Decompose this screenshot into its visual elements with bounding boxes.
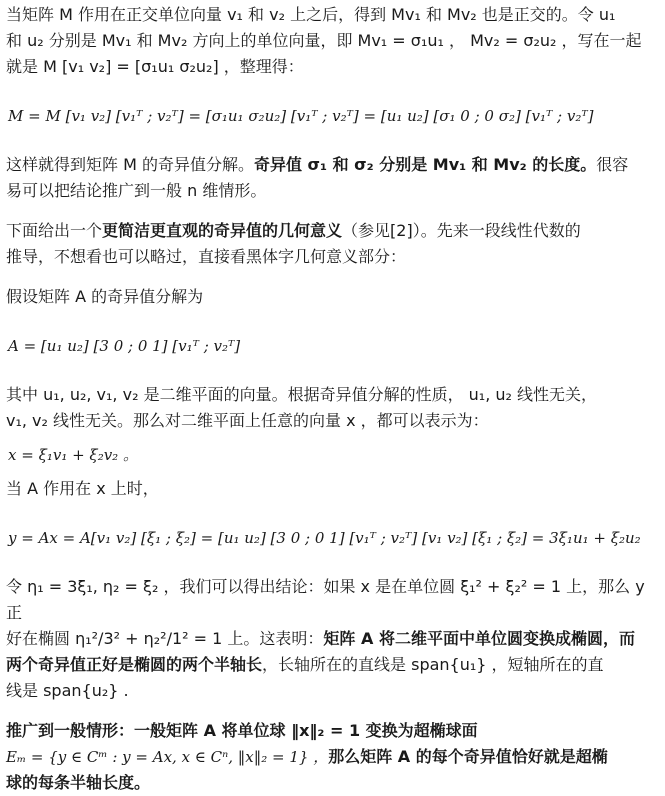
geometric-text-b: （参见[2]）。先来一段线性代数的: [342, 221, 581, 240]
svd-result-bold: 奇异值 σ₁ 和 σ₂ 分别是 Mv₁ 和 Mv₂ 的长度。: [253, 155, 597, 174]
paragraph-geometric-line2: 推导，不想看也可以略过，直接看黑体字几何意义部分：: [6, 247, 407, 266]
geometric-bold: 更简洁更直观的奇异值的几何意义: [102, 221, 343, 240]
paragraph-general-line2: [6, 744, 659, 770]
equation-a-svd: A = [u₁ u₂] [3 0 ; 0 1] [v₁ᵀ ; v₂ᵀ]: [8, 337, 241, 355]
equation-y-ax: y = Ax = A[v₁ v₂] [ξ₁ ; ξ₂] = [u₁ u₂] [3 0 ; 0 1] [v₁ᵀ ; v₂ᵀ] [v₁ v₂] [ξ₁ ; ξ₂] = 3ξ₁u₁ + ξ₂u₂: [8, 529, 641, 547]
paragraph-intro-line3: 就是 M [v₁ v₂] = [σ₁u₁ σ₂u₂] ，整理得：: [6, 57, 304, 76]
paragraph-general-line3: 球的每条半轴长度。: [6, 773, 151, 792]
paragraph-assume: 假设矩阵 A 的奇异值分解为: [6, 287, 204, 306]
paragraph-geometric-meaning: [6, 218, 659, 244]
svd-result-tail: 很容: [596, 155, 629, 174]
general-bold-a: 那么矩阵 A 的每个奇异值恰好就是超椭: [328, 747, 608, 766]
paragraph-apply-a: 当 A 作用在 x 上时，: [6, 479, 159, 498]
paragraph-svd-result: [6, 152, 659, 178]
conclusion-bold-b: 两个奇异值正好是椭圆的两个半轴长: [6, 655, 263, 674]
paragraph-conclusion-line1: 令 η₁ = 3ξ₁, η₂ = ξ₂ ，我们可以得出结论：如果 x 是在单位圆 ξ₁² + ξ₂² = 1 上，那么 y 正: [6, 577, 645, 622]
general-set-definition: Eₘ = {y ∈ Cᵐ : y = Ax, x ∈ Cⁿ, ‖x‖₂ = 1} ，: [6, 748, 329, 766]
paragraph-intro-line2: 和 u₂ 分别是 Mv₁ 和 Mv₂ 方向上的单位向量，即 Mv₁ = σ₁u₁ ， Mv₂ = σ₂u₂ ，写在一起: [6, 31, 642, 50]
svd-result-text: 这样就得到矩阵 M 的奇异值分解。: [6, 155, 254, 174]
conclusion-bold-a: 矩阵 A 将二维平面中单位圆变换成椭圆，而: [323, 629, 635, 648]
paragraph-intro-line1: 当矩阵 M 作用在正交单位向量 v₁ 和 v₂ 上之后，得到 Mv₁ 和 Mv₂ 也是正交的。令 u₁: [6, 5, 616, 24]
paragraph-general-line1: 推广到一般情形：一般矩阵 A 将单位球 ‖x‖₂ = 1 变换为超椭球面: [6, 721, 478, 740]
paragraph-conclusion-line3: [6, 652, 659, 678]
paragraph-svd-result-line2: 易可以把结论推广到一般 n 维情形。: [6, 181, 267, 200]
paragraph-vectors-line1: 其中 u₁, u₂, v₁, v₂ 是二维平面的向量。根据奇异值分解的性质， u₁, u₂ 线性无关，: [6, 385, 598, 404]
paragraph-conclusion-line4: 线是 span{u₂} .: [6, 681, 129, 700]
equation-svd-derivation: M = M [v₁ v₂] [v₁ᵀ ; v₂ᵀ] = [σ₁u₁ σ₂u₂] [v₁ᵀ ; v₂ᵀ] = [u₁ u₂] [σ₁ 0 ; 0 σ₂] [v₁ᵀ ; v₂ᵀ]: [8, 107, 594, 125]
conclusion-text-a: 好在椭圆 η₁²/3² + η₂²/1² = 1 上。这表明：: [6, 629, 324, 648]
equation-x-expansion: x = ξ₁v₁ + ξ₂v₂ 。: [8, 446, 138, 464]
geometric-text-a: 下面给出一个: [6, 221, 103, 240]
paragraph-vectors-line2: v₁, v₂ 线性无关。那么对二维平面上任意的向量 x ，都可以表示为：: [6, 411, 489, 430]
paragraph-conclusion-line2: [6, 626, 659, 652]
conclusion-text-b: ，长轴所在的直线是 span{u₁} ，短轴所在的直: [262, 655, 604, 674]
